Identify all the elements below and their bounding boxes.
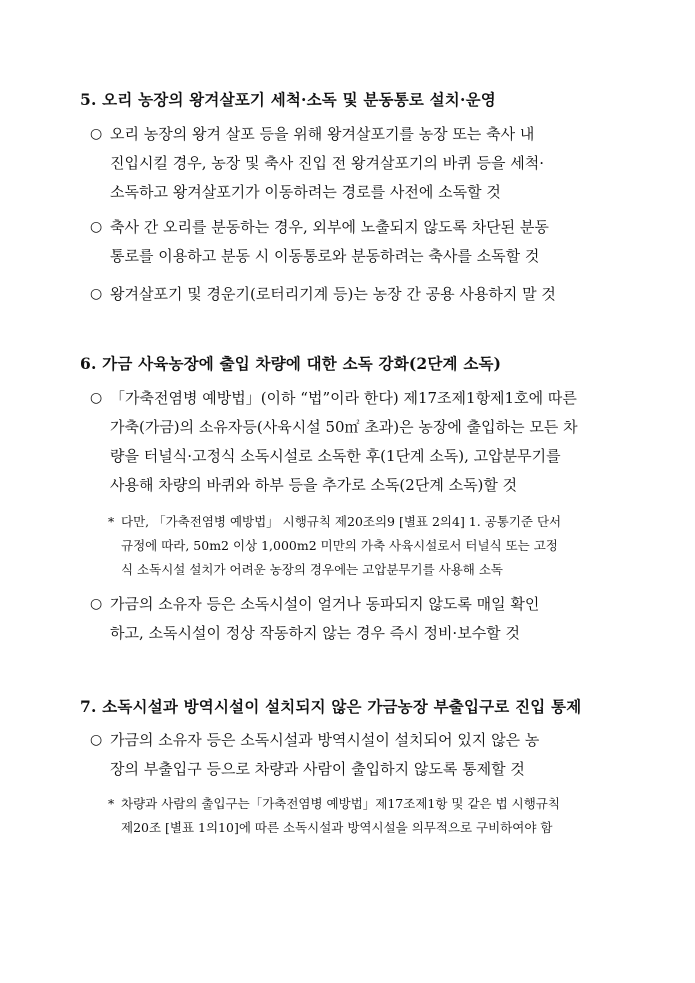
asterisk-icon: * — [108, 514, 115, 529]
text-line: 가금의 소유자 등은 소독시설이 얼거나 동파되지 않도록 매일 확인 — [110, 595, 540, 613]
text-line: 가축(가금)의 소유자등(사육시설 50㎡ 초과)은 농장에 출입하는 모든 차 — [110, 418, 578, 436]
note-line: 식 소독시설 설치가 어려운 농장의 경우에는 고압분무기를 사용해 소독 — [121, 562, 503, 577]
circle-bullet-icon: ○ — [90, 596, 103, 612]
text-line: 소독하고 왕겨살포기가 이동하려는 경로를 사전에 소독할 것 — [110, 183, 501, 201]
section-5-bullet-3 — [90, 280, 650, 309]
text-line: 가금의 소유자 등은 소독시설과 방역시설이 설치되어 있지 않은 농 — [110, 731, 540, 749]
asterisk-icon: * — [108, 796, 115, 811]
circle-bullet-icon: ○ — [90, 286, 103, 302]
circle-bullet-icon: ○ — [90, 126, 103, 142]
text-line: 하고, 소독시설이 정상 작동하지 않는 경우 즉시 정비·보수할 것 — [110, 624, 520, 642]
note-line: 다만, 「가축전염병 예방법」 시행규칙 제20조의9 [별표 2의4] 1. 공통기준 단서 — [121, 514, 562, 529]
section-5-bullet-1 — [90, 120, 650, 207]
section-6-bullet-1 — [90, 384, 650, 500]
note-line: 규정에 따라, 50m2 이상 1,000m2 미만의 가축 사육시설로서 터널식 또는 고정 — [121, 538, 558, 553]
note-line: 제20조 [별표 1의10]에 따른 소독시설과 방역시설을 의무적으로 구비하여야 함 — [121, 820, 553, 835]
circle-bullet-icon: ○ — [90, 219, 103, 235]
circle-bullet-icon: ○ — [90, 390, 103, 406]
section-6-heading: 6. 가금 사육농장에 출입 차량에 대한 소독 강화(2단계 소독) — [80, 354, 502, 373]
section-5-bullet-2 — [90, 213, 650, 271]
text-line: 왕겨살포기 및 경운기(로터리기계 등)는 농장 간 공용 사용하지 말 것 — [110, 285, 556, 303]
text-line: 장의 부출입구 등으로 차량과 사람이 출입하지 않도록 통제할 것 — [110, 760, 525, 778]
text-line: 진입시킬 경우, 농장 및 축사 진입 전 왕겨살포기의 바퀴 등을 세척· — [110, 154, 544, 172]
section-7-heading: 7. 소독시설과 방역시설이 설치되지 않은 가금농장 부출입구로 진입 통제 — [80, 697, 582, 716]
section-5-heading: 5. 오리 농장의 왕겨살포기 세척·소독 및 분동통로 설치·운영 — [80, 90, 496, 109]
section-6-bullet-2 — [90, 590, 650, 648]
text-line: 통로를 이용하고 분동 시 이동통로와 분동하려는 축사를 소독할 것 — [110, 247, 540, 265]
section-7-bullet-1 — [90, 726, 650, 784]
text-line: 오리 농장의 왕겨 살포 등을 위해 왕겨살포기를 농장 또는 축사 내 — [110, 125, 535, 143]
section-7-note — [108, 792, 638, 840]
note-line: 차량과 사람의 출입구는「가축전염병 예방법」제17조제1항 및 같은 법 시행규칙 — [121, 796, 560, 811]
text-line: 사용해 차량의 바퀴와 하부 등을 추가로 소독(2단계 소독)할 것 — [110, 476, 518, 494]
text-line: 량을 터널식·고정식 소독시설로 소독한 후(1단계 소독), 고압분무기를 — [110, 447, 561, 465]
section-6-note — [108, 510, 638, 582]
text-line: 축사 간 오리를 분동하는 경우, 외부에 노출되지 않도록 차단된 분동 — [110, 218, 549, 236]
circle-bullet-icon: ○ — [90, 732, 103, 748]
text-line: 「가축전염병 예방법」(이하 “법”이라 한다) 제17조제1항제1호에 따른 — [110, 389, 577, 407]
